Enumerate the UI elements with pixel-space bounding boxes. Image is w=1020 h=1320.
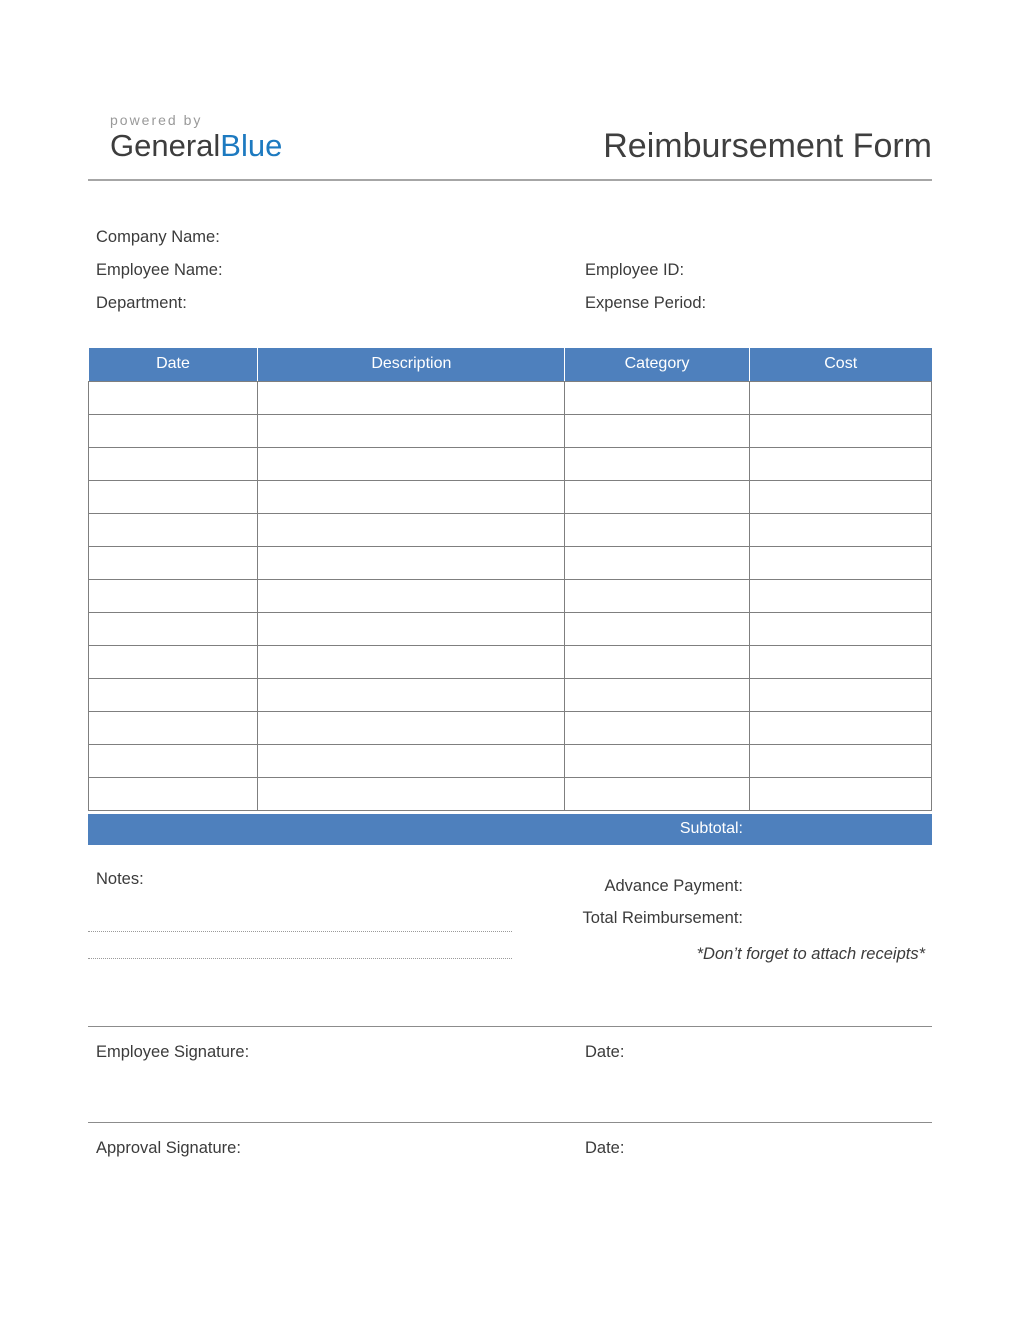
- table-cell-date[interactable]: [89, 777, 258, 810]
- table-cell-description[interactable]: [258, 381, 565, 414]
- approval-date-label: Date:: [585, 1138, 625, 1157]
- column-header-category: Category: [565, 348, 750, 381]
- table-cell-date[interactable]: [89, 546, 258, 579]
- table-cell-cost[interactable]: [749, 645, 931, 678]
- table-cell-cost[interactable]: [749, 612, 931, 645]
- table-cell-date[interactable]: [89, 447, 258, 480]
- expense-table: [88, 348, 932, 811]
- table-cell-description[interactable]: [258, 711, 565, 744]
- table-row: [89, 645, 932, 678]
- receipts-reminder-note: *Don’t forget to attach receipts*: [696, 944, 925, 963]
- table-row: [89, 381, 932, 414]
- table-cell-date[interactable]: [89, 645, 258, 678]
- expense-table-body: [89, 381, 932, 810]
- table-cell-category[interactable]: [565, 513, 750, 546]
- table-cell-description[interactable]: [258, 579, 565, 612]
- approval-date-value[interactable]: [632, 1136, 932, 1160]
- table-cell-category[interactable]: [565, 612, 750, 645]
- table-cell-description[interactable]: [258, 414, 565, 447]
- approval-signature-value[interactable]: [249, 1136, 577, 1160]
- table-cell-cost[interactable]: [749, 744, 931, 777]
- table-row: [89, 711, 932, 744]
- table-cell-description[interactable]: [258, 645, 565, 678]
- table-cell-date[interactable]: [89, 480, 258, 513]
- column-header-date: Date: [89, 348, 258, 381]
- table-row: [89, 579, 932, 612]
- info-spacer: [577, 221, 932, 254]
- approval-signature-field: [88, 1136, 577, 1160]
- table-cell-cost[interactable]: [749, 546, 931, 579]
- table-cell-cost[interactable]: [749, 711, 931, 744]
- table-cell-date[interactable]: [89, 513, 258, 546]
- table-cell-description[interactable]: [258, 447, 565, 480]
- table-row: [89, 678, 932, 711]
- notes-column: [88, 870, 512, 970]
- table-cell-description[interactable]: [258, 744, 565, 777]
- approval-signature-row: [88, 1136, 932, 1160]
- column-header-cost: Cost: [749, 348, 931, 381]
- info-section: [88, 221, 932, 320]
- notes-label: Notes:: [96, 869, 144, 888]
- table-cell-description[interactable]: [258, 513, 565, 546]
- brand-name-primary: General: [110, 128, 221, 163]
- table-cell-category[interactable]: [565, 678, 750, 711]
- employee-name-label: Employee Name:: [96, 261, 223, 280]
- approval-signature-label: Approval Signature:: [96, 1138, 241, 1157]
- info-row-department: [88, 287, 932, 320]
- powered-by-text: powered by: [110, 112, 203, 128]
- notes-line-2[interactable]: [88, 932, 512, 959]
- employee-signature-label: Employee Signature:: [96, 1042, 250, 1061]
- table-cell-category[interactable]: [565, 744, 750, 777]
- table-cell-category[interactable]: [565, 579, 750, 612]
- company-name-label: Company Name:: [96, 228, 220, 247]
- employee-signature-block: [88, 1026, 932, 1064]
- department-field: [88, 287, 577, 320]
- employee-date-label: Date:: [585, 1042, 625, 1061]
- table-cell-date[interactable]: [89, 579, 258, 612]
- table-cell-date[interactable]: [89, 612, 258, 645]
- notes-line-1[interactable]: [88, 905, 512, 932]
- table-row: [89, 612, 932, 645]
- table-cell-date[interactable]: [89, 711, 258, 744]
- department-value[interactable]: [195, 287, 577, 320]
- brand-name-secondary: Blue: [220, 128, 283, 163]
- employee-name-value[interactable]: [231, 254, 577, 287]
- info-row-company: [88, 221, 932, 254]
- table-cell-category[interactable]: [565, 777, 750, 810]
- table-cell-category[interactable]: [565, 447, 750, 480]
- employee-name-field: [88, 254, 577, 287]
- expense-table-header-row: [89, 348, 932, 381]
- employee-signature-field: [88, 1040, 577, 1064]
- table-cell-cost[interactable]: [749, 480, 931, 513]
- table-cell-category[interactable]: [565, 711, 750, 744]
- department-label: Department:: [96, 294, 187, 313]
- info-row-employee: [88, 254, 932, 287]
- table-row: [89, 513, 932, 546]
- employee-id-label: Employee ID:: [585, 261, 685, 280]
- total-reimbursement-label: Total Reimbursement:: [582, 908, 743, 927]
- table-cell-date[interactable]: [89, 678, 258, 711]
- table-cell-cost[interactable]: [749, 447, 931, 480]
- employee-id-value[interactable]: [692, 254, 932, 287]
- employee-signature-row: [88, 1040, 932, 1064]
- expense-period-value[interactable]: [714, 287, 932, 320]
- table-cell-cost[interactable]: [749, 513, 931, 546]
- table-cell-description[interactable]: [258, 480, 565, 513]
- totals-column: [520, 870, 932, 970]
- table-cell-description[interactable]: [258, 678, 565, 711]
- table-row: [89, 744, 932, 777]
- employee-signature-value[interactable]: [257, 1040, 577, 1064]
- expense-period-label: Expense Period:: [585, 294, 707, 313]
- subtotal-bar: [88, 814, 932, 845]
- table-cell-cost[interactable]: [749, 678, 931, 711]
- table-cell-category[interactable]: [565, 381, 750, 414]
- table-cell-cost[interactable]: [749, 579, 931, 612]
- table-cell-description[interactable]: [258, 612, 565, 645]
- table-row: [89, 414, 932, 447]
- table-cell-description[interactable]: [258, 777, 565, 810]
- table-cell-cost[interactable]: [749, 777, 931, 810]
- page-title: Reimbursement Form: [603, 127, 932, 166]
- table-cell-category[interactable]: [565, 645, 750, 678]
- table-cell-category[interactable]: [565, 414, 750, 447]
- table-cell-cost[interactable]: [749, 414, 931, 447]
- brand-logo: [88, 112, 282, 163]
- table-cell-date[interactable]: [89, 414, 258, 447]
- table-row: [89, 546, 932, 579]
- table-cell-cost[interactable]: [749, 381, 931, 414]
- employee-id-field: [577, 254, 932, 287]
- table-row: [89, 447, 932, 480]
- column-header-description: Description: [258, 348, 565, 381]
- brand-name: [110, 129, 282, 163]
- table-cell-category[interactable]: [565, 480, 750, 513]
- table-cell-category[interactable]: [565, 546, 750, 579]
- notes-totals-section: [88, 870, 932, 970]
- approval-date-field: [577, 1136, 932, 1160]
- advance-payment-label: Advance Payment:: [604, 876, 743, 895]
- approval-signature-block: [88, 1122, 932, 1160]
- employee-date-field: [577, 1040, 932, 1064]
- table-row: [89, 777, 932, 810]
- expense-period-field: [577, 287, 932, 320]
- table-cell-date[interactable]: [89, 744, 258, 777]
- subtotal-label: Subtotal:: [679, 820, 743, 838]
- table-row: [89, 480, 932, 513]
- header-divider: [88, 179, 932, 181]
- table-cell-description[interactable]: [258, 546, 565, 579]
- company-name-value[interactable]: [228, 221, 577, 254]
- company-name-field: [88, 221, 577, 254]
- masthead: [88, 112, 932, 166]
- table-cell-date[interactable]: [89, 381, 258, 414]
- employee-date-value[interactable]: [632, 1040, 932, 1064]
